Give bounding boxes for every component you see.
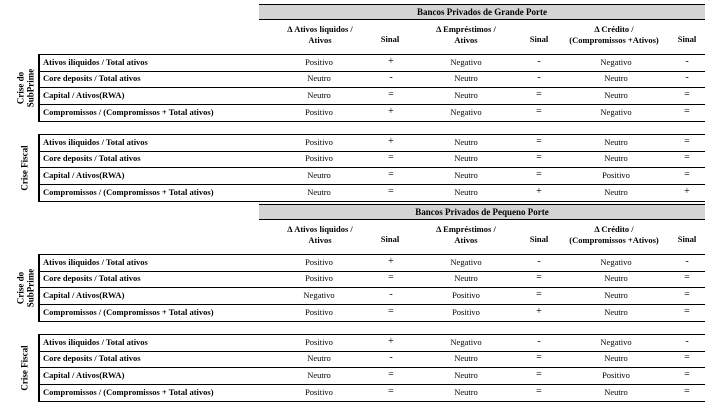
sign-cell: + — [388, 336, 394, 347]
column-header — [416, 224, 516, 246]
value-cell: Neutro — [307, 73, 331, 83]
group-label — [14, 54, 36, 122]
value-cell: Neutro — [307, 170, 331, 180]
sign-cell: = — [684, 89, 690, 100]
value-cell: Neutro — [604, 290, 628, 300]
value-cell: Neutro — [604, 90, 628, 100]
table-row — [40, 88, 705, 105]
sign-cell: - — [685, 56, 689, 67]
group-label-line: SubPrime — [25, 268, 36, 308]
column-header — [270, 224, 370, 246]
sign-cell: = — [388, 152, 394, 163]
group-label — [14, 334, 36, 402]
column-header-line: Sinal — [380, 34, 400, 44]
sign-cell: + — [388, 56, 394, 67]
sign-cell: = — [536, 136, 542, 147]
value-cell: Neutro — [604, 353, 628, 363]
value-cell: Neutro — [604, 273, 628, 283]
sign-cell: - — [389, 72, 393, 83]
column-header-line: Δ Empréstimos / — [436, 224, 496, 234]
sign-cell: + — [536, 306, 542, 317]
sign-cell: - — [685, 256, 689, 267]
group-label-line: Crise Fiscal — [20, 145, 30, 191]
group-label-line: Crise do — [15, 271, 26, 305]
sign-cell: = — [388, 369, 394, 380]
value-cell: Positivo — [305, 257, 333, 267]
sign-cell: - — [389, 352, 393, 363]
sign-cell: = — [388, 186, 394, 197]
column-header — [558, 24, 670, 46]
value-cell: Neutro — [604, 307, 628, 317]
sign-cell: = — [684, 289, 690, 300]
column-header — [270, 24, 370, 46]
column-header — [372, 34, 408, 45]
sign-cell: = — [536, 272, 542, 283]
value-cell: Neutro — [307, 187, 331, 197]
row-label: Core deposits / Total ativos — [43, 273, 141, 283]
sign-cell: = — [536, 289, 542, 300]
value-cell: Neutro — [604, 153, 628, 163]
row-label: Capital / Ativos(RWA) — [43, 370, 125, 380]
group-label-text — [20, 345, 30, 390]
sign-cell: - — [537, 56, 541, 67]
column-header — [521, 234, 557, 245]
value-cell: Positivo — [305, 137, 333, 147]
row-label: Ativos ilíquidos / Total ativos — [43, 257, 148, 267]
value-cell: Neutro — [454, 170, 478, 180]
column-header — [521, 34, 557, 45]
sign-cell: = — [536, 106, 542, 117]
value-cell: Positivo — [305, 387, 333, 397]
table-row — [40, 54, 705, 72]
column-header-line: Δ Crédito / — [594, 24, 634, 34]
row-label: Compromissos / (Compromissos + Total ativos) — [43, 187, 214, 197]
value-cell: Neutro — [604, 387, 628, 397]
value-cell: Neutro — [454, 137, 478, 147]
sign-cell: = — [536, 169, 542, 180]
column-header-line: Δ Ativos líquidos / — [287, 24, 353, 34]
column-header-line: Δ Crédito / — [594, 224, 634, 234]
table-row — [40, 288, 705, 305]
value-cell: Neutro — [307, 90, 331, 100]
sign-cell: = — [388, 272, 394, 283]
sign-cell: = — [388, 169, 394, 180]
row-label: Core deposits / Total ativos — [43, 353, 141, 363]
table-row — [40, 351, 705, 368]
sign-cell: = — [388, 89, 394, 100]
group-label-line: SubPrime — [25, 68, 36, 108]
sign-cell: = — [536, 89, 542, 100]
value-cell: Neutro — [454, 90, 478, 100]
value-cell: Positivo — [602, 370, 630, 380]
value-cell: Neutro — [307, 370, 331, 380]
row-label: Core deposits / Total ativos — [43, 153, 141, 163]
value-cell: Negativo — [450, 107, 482, 117]
table-row — [40, 105, 705, 122]
value-cell: Positivo — [305, 107, 333, 117]
column-header-line: Sinal — [677, 234, 697, 244]
table-title: Bancos Privados de Grande Porte — [259, 4, 705, 20]
value-cell: Neutro — [454, 387, 478, 397]
group-label — [14, 134, 36, 202]
value-cell: Neutro — [604, 187, 628, 197]
column-header-line: Δ Empréstimos / — [436, 24, 496, 34]
value-cell: Positivo — [602, 170, 630, 180]
table-title: Bancos Privados de Pequeno Porte — [259, 204, 705, 220]
sign-cell: - — [537, 256, 541, 267]
sign-cell: + — [388, 256, 394, 267]
value-cell: Negativo — [450, 57, 482, 67]
sign-cell: = — [684, 369, 690, 380]
sign-cell: = — [684, 152, 690, 163]
column-header — [416, 24, 516, 46]
sign-cell: = — [684, 169, 690, 180]
sign-cell: - — [537, 336, 541, 347]
group-label-text — [15, 69, 35, 108]
table-row — [40, 254, 705, 272]
group-label-line: Crise Fiscal — [20, 345, 30, 391]
row-label: Ativos ilíquidos / Total ativos — [43, 337, 148, 347]
sign-cell: = — [388, 386, 394, 397]
value-cell: Neutro — [454, 187, 478, 197]
sign-cell: = — [536, 386, 542, 397]
row-label: Compromissos / (Compromissos + Total ativos) — [43, 387, 214, 397]
sign-cell: + — [388, 136, 394, 147]
table-row — [40, 168, 705, 185]
table-row — [40, 334, 705, 352]
column-header-line: (Compromissos +Ativos) — [569, 35, 659, 45]
sign-cell: = — [536, 352, 542, 363]
value-cell: Negativo — [600, 57, 632, 67]
value-cell: Negativo — [600, 107, 632, 117]
row-label: Compromissos / (Compromissos + Total ativos) — [43, 107, 214, 117]
sign-cell: - — [685, 336, 689, 347]
value-cell: Neutro — [604, 73, 628, 83]
group-label-text — [20, 145, 30, 190]
column-header-line: Ativos — [454, 235, 478, 245]
row-label: Core deposits / Total ativos — [43, 73, 141, 83]
sign-cell: + — [684, 186, 690, 197]
value-cell: Neutro — [604, 137, 628, 147]
value-cell: Negativo — [450, 257, 482, 267]
column-header — [558, 224, 670, 246]
column-header-line: Sinal — [677, 34, 697, 44]
table-row — [40, 305, 705, 322]
value-cell: Neutro — [454, 273, 478, 283]
value-cell: Negativo — [450, 337, 482, 347]
sign-cell: = — [684, 272, 690, 283]
table-row — [40, 134, 705, 152]
sign-cell: = — [536, 152, 542, 163]
table-row — [40, 385, 705, 402]
row-label: Ativos ilíquidos / Total ativos — [43, 137, 148, 147]
sign-cell: + — [388, 106, 394, 117]
sign-cell: - — [389, 289, 393, 300]
column-header-line: Ativos — [308, 35, 332, 45]
value-cell: Positivo — [305, 57, 333, 67]
sign-cell: = — [684, 106, 690, 117]
column-header — [669, 234, 705, 245]
table-row — [40, 368, 705, 385]
group-label — [14, 254, 36, 322]
value-cell: Neutro — [454, 370, 478, 380]
column-header-line: Sinal — [529, 34, 549, 44]
value-cell: Negativo — [600, 337, 632, 347]
group-label-text — [15, 269, 35, 308]
column-header-line: (Compromissos +Ativos) — [569, 235, 659, 245]
row-label: Capital / Ativos(RWA) — [43, 170, 125, 180]
table-row — [40, 151, 705, 168]
row-label: Capital / Ativos(RWA) — [43, 290, 125, 300]
value-cell: Neutro — [454, 73, 478, 83]
row-label: Compromissos / (Compromissos + Total ativos) — [43, 307, 214, 317]
sign-cell: = — [684, 136, 690, 147]
column-header-line: Ativos — [308, 235, 332, 245]
value-cell: Positivo — [305, 153, 333, 163]
row-label: Capital / Ativos(RWA) — [43, 90, 125, 100]
value-cell: Negativo — [600, 257, 632, 267]
value-cell: Positivo — [305, 307, 333, 317]
sign-cell: = — [684, 386, 690, 397]
value-cell: Neutro — [307, 353, 331, 363]
row-label: Ativos ilíquidos / Total ativos — [43, 57, 148, 67]
sign-cell: = — [536, 369, 542, 380]
column-header — [669, 34, 705, 45]
column-header — [372, 234, 408, 245]
value-cell: Neutro — [454, 153, 478, 163]
table-row — [40, 71, 705, 88]
column-header-line: Sinal — [529, 234, 549, 244]
column-header-line: Δ Ativos líquidos / — [287, 224, 353, 234]
value-cell: Positivo — [452, 290, 480, 300]
group-label-line: Crise do — [15, 71, 26, 105]
value-cell: Negativo — [303, 290, 335, 300]
value-cell: Positivo — [305, 273, 333, 283]
table-row — [40, 271, 705, 288]
value-cell: Neutro — [454, 353, 478, 363]
sign-cell: = — [684, 306, 690, 317]
column-header-line: Sinal — [380, 234, 400, 244]
sign-cell: + — [536, 186, 542, 197]
column-header-line: Ativos — [454, 35, 478, 45]
sign-cell: = — [388, 306, 394, 317]
value-cell: Positivo — [452, 307, 480, 317]
sign-cell: - — [537, 72, 541, 83]
table-row — [40, 185, 705, 202]
value-cell: Positivo — [305, 337, 333, 347]
sign-cell: = — [684, 352, 690, 363]
sign-cell: - — [685, 72, 689, 83]
